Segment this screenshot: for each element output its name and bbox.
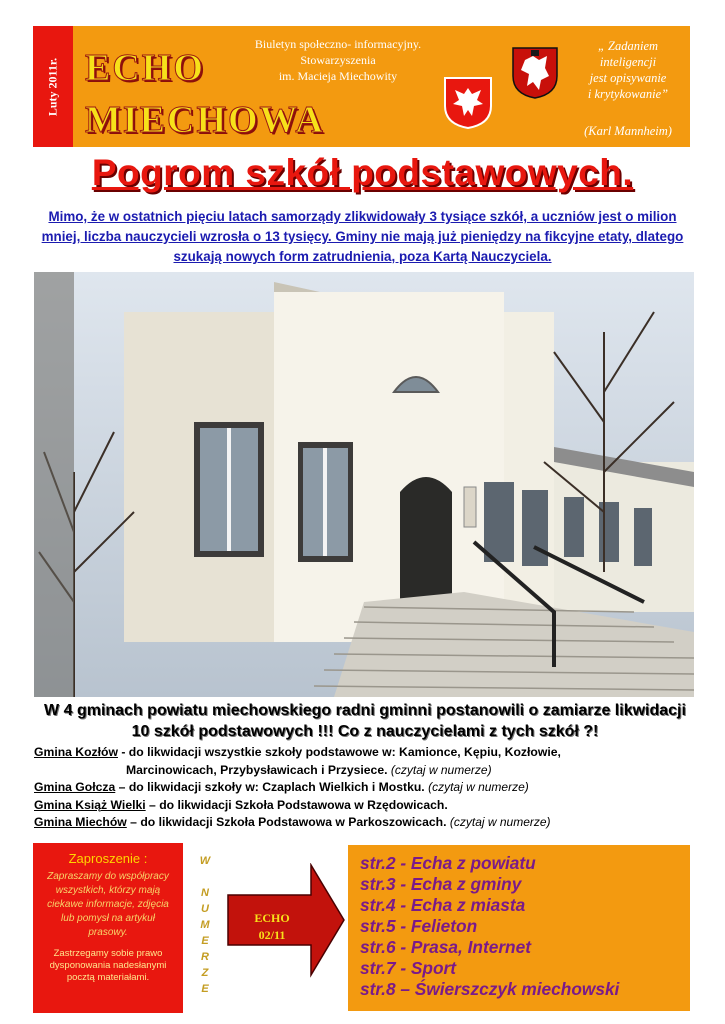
gmina-text: – do likwidacji Szkoła Podstawowa w Rzędowicach.: [145, 797, 448, 812]
invitation-title: Zaproszenie :: [68, 851, 148, 866]
gmina-name: Gmina Gołcza: [34, 780, 116, 794]
gmina-list: [34, 744, 694, 832]
issue-code: 02/11: [258, 928, 286, 942]
publisher-line: Biuletyn społeczno- informacyjny.: [254, 37, 422, 51]
invitation-body: Zapraszamy do współpracy wszystkich, którzy mają ciekawe informacje, zdjęcia lub pomysł na artykuł prasowy.: [47, 871, 169, 938]
logo-echo: ECHO: [85, 47, 205, 89]
lead-paragraph: Mimo, że w ostatnich pięciu latach samorządy zlikwidowały 3 tysiące szkół, a uczniów jest o milion mniej, liczba nauczycieli wzrosła o 13 tysięcy. Gminy nie mają już pieniędzy na fikcyjne etaty, dlatego szukają nowych form zatrudnienia, poza Kartą Nauczyciela.: [41, 209, 684, 264]
publisher-line: Stowarzyszenia: [300, 53, 376, 67]
vertical-letter: Z: [201, 967, 209, 979]
toc-item: str.2 - Echa z powiatu: [360, 853, 536, 873]
school-building-photo: [34, 272, 694, 697]
issue-date: Luty 2011r.: [45, 57, 60, 116]
vertical-gap: [198, 869, 212, 885]
list-item: [34, 797, 694, 815]
vertical-letter: R: [201, 951, 209, 963]
in-issue-vertical-label: [198, 853, 212, 997]
list-item: [34, 744, 694, 762]
quote-author: (Karl Mannheim): [584, 124, 672, 138]
list-item: [34, 779, 694, 797]
logo-miechowa: MIECHOWA: [85, 99, 325, 141]
vertical-letter: M: [200, 919, 210, 931]
publisher-line: im. Macieja Miechowity: [278, 69, 398, 83]
toc-item: str.8 – Świerszczyk miechowski: [360, 979, 620, 999]
gmina-text: – do likwidacji szkoły w: Czaplach Wielkich i Mostku.: [115, 780, 425, 794]
gmina-text: - do likwidacji wszystkie szkoły podstawowe w: Kamionce, Kępiu, Kozłowie,: [117, 745, 561, 759]
vertical-letter: U: [201, 903, 209, 915]
quote-line: i krytykowanie”: [587, 87, 669, 101]
toc-item: str.5 - Felieton: [360, 916, 478, 936]
toc-item: str.7 - Sport: [360, 958, 457, 978]
toc-item: str.6 - Prasa, Internet: [360, 937, 531, 957]
list-item-continued: [34, 762, 694, 780]
toc-item: str.4 - Echa z miasta: [360, 895, 526, 915]
griffin-crest-icon: [511, 46, 559, 100]
vertical-letter: E: [201, 935, 209, 947]
invitation-box: [33, 843, 183, 1013]
masthead: [33, 26, 690, 147]
read-more-note: (czytaj w numerze): [449, 815, 551, 829]
list-item: [34, 814, 694, 832]
vertical-letter: W: [199, 855, 211, 867]
gmina-name: Gmina Miechów: [34, 815, 127, 829]
toc-item: str.3 - Echa z gminy: [360, 874, 522, 894]
gmina-name: Gmina Książ Wielki: [34, 797, 146, 812]
issue-number: [232, 910, 312, 944]
school-building-image: [34, 272, 694, 697]
motto-quote: [568, 38, 688, 102]
read-more-note: (czytaj w numerze): [428, 780, 529, 794]
quote-line: jest opisywanie: [589, 71, 667, 85]
invitation-note: Zastrzegamy sobie prawo dysponowania nadesłanymi pocztą materiałami.: [49, 948, 167, 983]
date-strip: [33, 26, 73, 147]
quote-line: inteligencji: [599, 55, 657, 69]
read-more-note: (czytaj w numerze): [390, 762, 492, 777]
table-of-contents: [348, 845, 690, 1011]
gmina-name: Gmina Kozłów: [34, 745, 118, 759]
section-subhead: W 4 gminach powiatu miechowskiego radni gminni postanowili o zamiarze likwidacji 10 szkół podstawowych !!! Co z nauczycielami z tych szkół ?!: [44, 702, 686, 740]
vertical-letter: N: [201, 887, 209, 899]
gmina-text: Marcinowicach, Przybysławicach i Przysiece.: [126, 762, 388, 777]
quote-line: „ Zadaniem: [597, 39, 659, 53]
vertical-letter: E: [201, 983, 209, 995]
page-title: Pogrom szkół podstawowych.: [91, 152, 634, 193]
gmina-text: – do likwidacji Szkoła Podstawowa w Parkoszowicach.: [126, 815, 447, 829]
publisher-info: [223, 36, 453, 84]
eagle-crest-icon: [443, 76, 493, 130]
issue-echo: ECHO: [254, 911, 290, 925]
